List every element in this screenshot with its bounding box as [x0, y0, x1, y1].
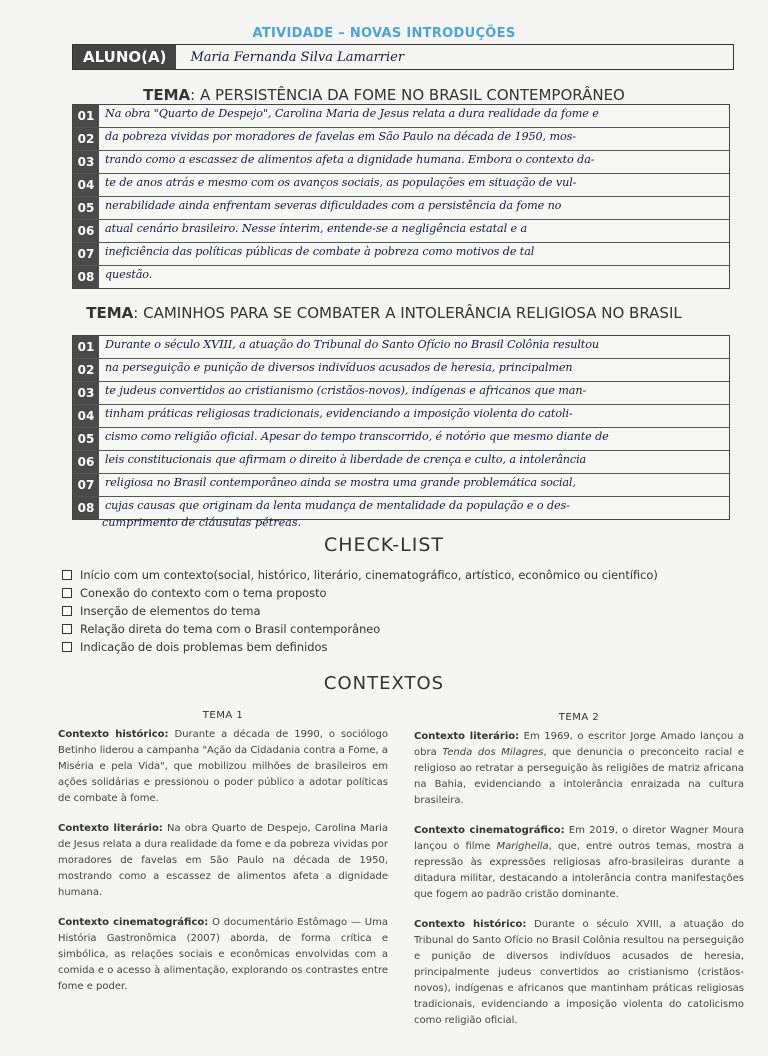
writing-line	[73, 151, 729, 174]
tema2-writing-box	[72, 335, 730, 520]
handwritten-text: nerabilidade ainda enfrentam severas dificuldades com a persistência da fome no	[105, 199, 562, 212]
checklist-item	[62, 584, 742, 602]
writing-line	[73, 451, 729, 474]
checkbox[interactable]	[62, 642, 72, 652]
writing-line	[73, 243, 729, 266]
work-title: Marighella	[496, 841, 549, 852]
context-label: Contexto histórico:	[414, 919, 527, 930]
line-number: 03	[77, 386, 95, 400]
context-text: Em 2019, o diretor Wagner Moura lançou o filme	[414, 825, 744, 852]
handwritten-text: tinham práticas religiosas tradicionais, evidenciando a imposição violenta do catoli-	[105, 407, 573, 420]
handwritten-text: trando como a escassez de alimentos afeta a dignidade humana. Embora o contexto da-	[105, 153, 595, 166]
checklist-item	[62, 638, 742, 656]
line-number: 06	[77, 224, 95, 238]
context-label: Contexto histórico:	[58, 729, 169, 740]
context-text: Durante a década de 1990, o sociólogo Betinho liderou a campanha "Ação da Cidadania contra a Fome, a Miséria e pela Vida", que mobilizou milhões de brasileiros em ações solidárias e pressionou o poder público a adotar políticas de combate à fome.	[58, 729, 389, 804]
handwritten-text: na perseguição e punição de diversos indivíduos acusados de heresia, principalmen	[105, 361, 573, 374]
handwritten-text: da pobreza vividas por moradores de favelas em São Paulo na década de 1950, mos-	[105, 130, 576, 143]
context-text: Em 1969, o escritor Jorge Amado lançou a obra	[414, 731, 744, 758]
contextos-tema1-column	[58, 710, 388, 1009]
tema2-title-text: : CAMINHOS PARA SE COMBATER A INTOLERÂNCIA RELIGIOSA NO BRASIL	[133, 304, 682, 322]
context-paragraph	[58, 821, 388, 901]
context-label: Contexto literário:	[414, 731, 520, 742]
writing-line	[73, 105, 729, 128]
tema2-prefix: TEMA	[86, 304, 134, 322]
line-number: 03	[77, 155, 95, 169]
checklist-item	[62, 566, 742, 584]
tema1-prefix: TEMA	[143, 86, 191, 104]
checkbox[interactable]	[62, 570, 72, 580]
checklist-item-label: Conexão do contexto com o tema proposto	[80, 586, 327, 600]
context-paragraph	[58, 915, 388, 995]
context-paragraph	[414, 917, 744, 1029]
contextos-tema2-column	[414, 712, 744, 1043]
line-number: 02	[77, 132, 95, 146]
writing-line	[73, 336, 729, 359]
checklist-item-detail: (social, histórico, literário, cinematográfico, artístico, econômico ou científico)	[213, 568, 658, 582]
checklist-title: CHECK-LIST	[323, 534, 444, 556]
writing-line	[73, 128, 729, 151]
context-label: Contexto cinematográfico:	[414, 825, 565, 836]
context-paragraph	[414, 823, 744, 903]
line-number: 04	[77, 409, 95, 423]
student-name: Maria Fernanda Silva Lamarrier	[190, 49, 405, 65]
writing-line	[73, 382, 729, 405]
work-title: Tenda dos Milagres	[442, 747, 544, 758]
context-text: O documentário Estômago — Uma História Gastronômica (2007) aborda, de forma crítica e simbólica, as relações sociais e econômicas envolvidas com a comida e o acesso à alimentação, explorando os contrastes entre fome e poder.	[58, 917, 388, 992]
contextos-tema1-heading: TEMA 1	[202, 710, 244, 721]
student-row	[72, 44, 734, 70]
contextos-title: CONTEXTOS	[323, 673, 445, 694]
handwritten-text: atual cenário brasileiro. Nesse ínterim, entende-se a negligência estatal e a	[105, 222, 528, 235]
tema2-overflow-line: cumprimento de cláusulas pétreas.	[102, 516, 302, 529]
checklist-item	[62, 620, 742, 638]
line-number: 06	[77, 455, 95, 469]
line-number: 01	[77, 109, 95, 123]
tema2-title	[0, 304, 768, 322]
handwritten-text: te de anos atrás e mesmo com os avanços sociais, as populações em situação de vul-	[105, 176, 577, 189]
line-number: 02	[77, 363, 95, 377]
handwritten-text: ineficiência das políticas públicas de combate à pobreza como motivos de tal	[105, 245, 535, 258]
context-label: Contexto literário:	[58, 823, 163, 834]
checklist-item-label: Início com um contexto	[80, 568, 214, 582]
handwritten-text: questão.	[105, 268, 153, 281]
context-text: , que, entre outros temas, mostra a repressão às expressões religiosas afro-brasileiras durante a ditadura militar, destacando a intolerância contra manifestações que fogem ao padrão cristão dominante.	[414, 841, 745, 900]
tema1-title	[0, 86, 768, 104]
context-paragraph	[414, 729, 744, 809]
page-title: ATIVIDADE – NOVAS INTRODUÇÕES	[252, 26, 516, 41]
context-text: Na obra Quarto de Despejo, Carolina Maria de Jesus relata a dura realidade da fome e da pobreza vividas por moradores de favelas em São Paulo na década de 1950, mostrando como a escassez de alimentos afeta a dignidade humana.	[58, 823, 388, 898]
handwritten-text: Na obra "Quarto de Despejo", Carolina Maria de Jesus relata a dura realidade da fome e	[105, 107, 599, 120]
checkbox[interactable]	[62, 606, 72, 616]
line-number: 08	[77, 501, 95, 515]
handwritten-text: cismo como religião oficial. Apesar do tempo transcorrido, é notório que mesmo diante de	[105, 430, 609, 443]
checklist-item-label: Inserção de elementos do tema	[80, 604, 261, 618]
handwritten-text: Durante o século XVIII, a atuação do Tribunal do Santo Ofício no Brasil Colônia resultou	[105, 338, 599, 351]
writing-line	[73, 359, 729, 382]
writing-line	[73, 266, 729, 288]
line-number: 01	[77, 340, 95, 354]
checklist-item	[62, 602, 742, 620]
checklist-item-label: Relação direta do tema com o Brasil contemporâneo	[80, 622, 381, 636]
writing-line	[73, 428, 729, 451]
line-number: 07	[77, 478, 95, 492]
writing-line	[73, 197, 729, 220]
checklist-item-label: Indicação de dois problemas bem definidos	[80, 640, 328, 654]
context-text: Durante o século XVIII, a atuação do Tribunal do Santo Ofício no Brasil Colônia resultou na perseguição e punição de diversos indivíduos acusados de heresia, principalmente judeus convertidos ao cristianismo (cristãos-novos), indígenas e africanos que mantinham práticas religiosas tradicionais, evidenciando a imposição violenta do catolicismo como religião oficial.	[414, 919, 744, 1026]
writing-line	[73, 220, 729, 243]
context-text: , que denuncia o preconceito racial e religioso ao retratar a perseguição às religiões de matriz africana na Bahia, evidenciando a intolerância enraizada na cultura brasileira.	[414, 747, 745, 806]
handwritten-text: cujas causas que originam da lenta mudança de mentalidade da população e o des-	[105, 499, 570, 512]
context-paragraph	[58, 727, 388, 807]
writing-line	[73, 174, 729, 197]
writing-line	[73, 474, 729, 497]
handwritten-text: religiosa no Brasil contemporâneo ainda se mostra uma grande problemática social,	[105, 476, 576, 489]
line-number: 08	[77, 270, 95, 284]
handwritten-text: leis constitucionais que afirmam o direito à liberdade de crença e culto, a intolerância	[105, 453, 587, 466]
line-number: 05	[77, 201, 95, 215]
checkbox[interactable]	[62, 624, 72, 634]
line-number: 07	[77, 247, 95, 261]
checkbox[interactable]	[62, 588, 72, 598]
line-number: 05	[77, 432, 95, 446]
tema1-title-text: : A PERSISTÊNCIA DA FOME NO BRASIL CONTEMPORÂNEO	[190, 86, 625, 104]
tema1-writing-box	[72, 104, 730, 289]
context-label: Contexto cinematográfico:	[58, 917, 209, 928]
line-number: 04	[77, 178, 95, 192]
student-label: ALUNO(A)	[73, 45, 176, 69]
handwritten-text: te judeus convertidos ao cristianismo (cristãos-novos), indígenas e africanos que man-	[105, 384, 587, 397]
checklist	[62, 566, 742, 656]
writing-line	[73, 405, 729, 428]
contextos-tema2-heading: TEMA 2	[558, 712, 600, 723]
